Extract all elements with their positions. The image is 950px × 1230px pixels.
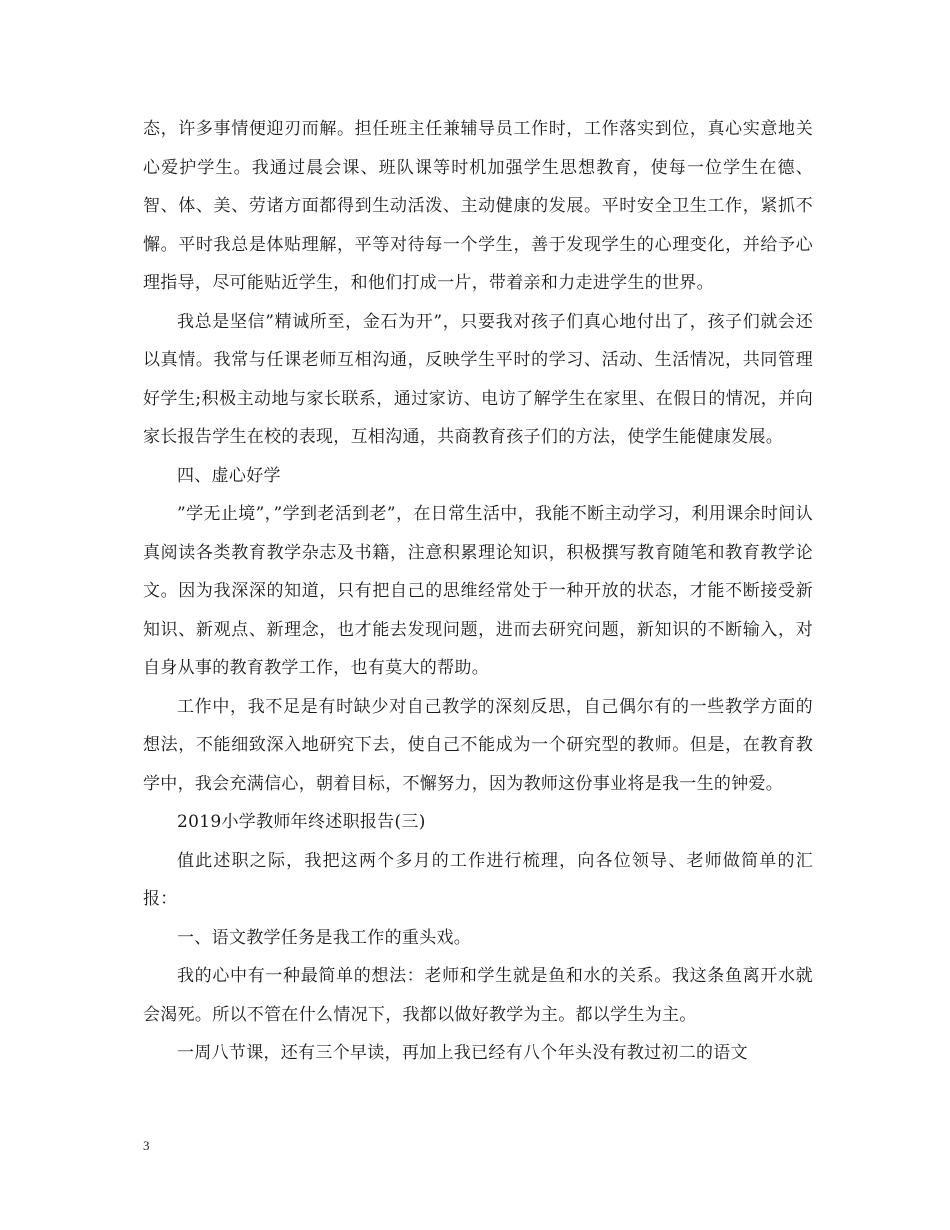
section-heading: 四、虚心好学 bbox=[177, 465, 281, 486]
paragraph: 我总是坚信”精诚所至，金石为开”，只要我对孩子们真心地付出了，孩子们就会还以真情。我常与任课老师互相沟通，反映学生平时的学习、活动、生活情况，共同管理好学生;积极主动地与家长联系，通过家访、电访了解学生在家里、在假日的情况，并向家长报告学生在校的表现，互相沟通，共商教育孩子们的方法，使学生能健康发展。 bbox=[143, 311, 813, 447]
paragraph: 我的心中有一种最简单的想法：老师和学生就是鱼和水的关系。我这条鱼离开水就会渴死。所以不管在什么情况下，我都以做好教学为主。都以学生为主。 bbox=[143, 966, 813, 1025]
report-title: 2019小学教师年终述职报告(三) bbox=[177, 812, 426, 832]
paragraph: 一周八节课，还有三个早读，再加上我已经有八个年头没有教过初二的语文 bbox=[177, 1043, 748, 1063]
document-body bbox=[143, 110, 813, 1073]
paragraph: 工作中，我不足是有时缺少对自己教学的深刻反思，自己偶尔有的一些教学方面的想法，不能细致深入地研究下去，使自己不能成为一个研究型的教师。但是，在教育教学中，我会充满信心，朝着目标，不懈努力，因为教师这份事业将是我一生的钟爱。 bbox=[143, 696, 813, 794]
paragraph: 值此述职之际，我把这两个多月的工作进行梳理，向各位领导、老师做简单的汇报： bbox=[143, 850, 813, 909]
section-heading: 一、语文教学任务是我工作的重头戏。 bbox=[177, 927, 472, 948]
paragraph: ”学无止境”，”学到老活到老”，在日常生活中，我能不断主动学习，利用课余时间认真阅读各类教育教学杂志及书籍，注意积累理论知识，积极撰写教育随笔和教育教学论文。因为我深深的知道，只有把自己的思维经常处于一种开放的状态，才能不断接受新知识、新观点、新理念，也才能去发现问题，进而去研究问题，新知识的不断输入，对自身从事的教育教学工作，也有莫大的帮助。 bbox=[143, 504, 813, 678]
paragraph-continued: 态，许多事情便迎刃而解。担任班主任兼辅导员工作时，工作落实到位，真心实意地关心爱护学生。我通过晨会课、班队课等时机加强学生思想教育，使每一位学生在德、智、体、美、劳诸方面都得到生动活泼、主动健康的发展。平时安全卫生工作，紧抓不懈。平时我总是体贴理解，平等对待每一个学生，善于发现学生的心理变化，并给予心理指导，尽可能贴近学生，和他们打成一片，带着亲和力走进学生的世界。 bbox=[143, 119, 813, 293]
page-number: 3 bbox=[143, 1138, 150, 1153]
